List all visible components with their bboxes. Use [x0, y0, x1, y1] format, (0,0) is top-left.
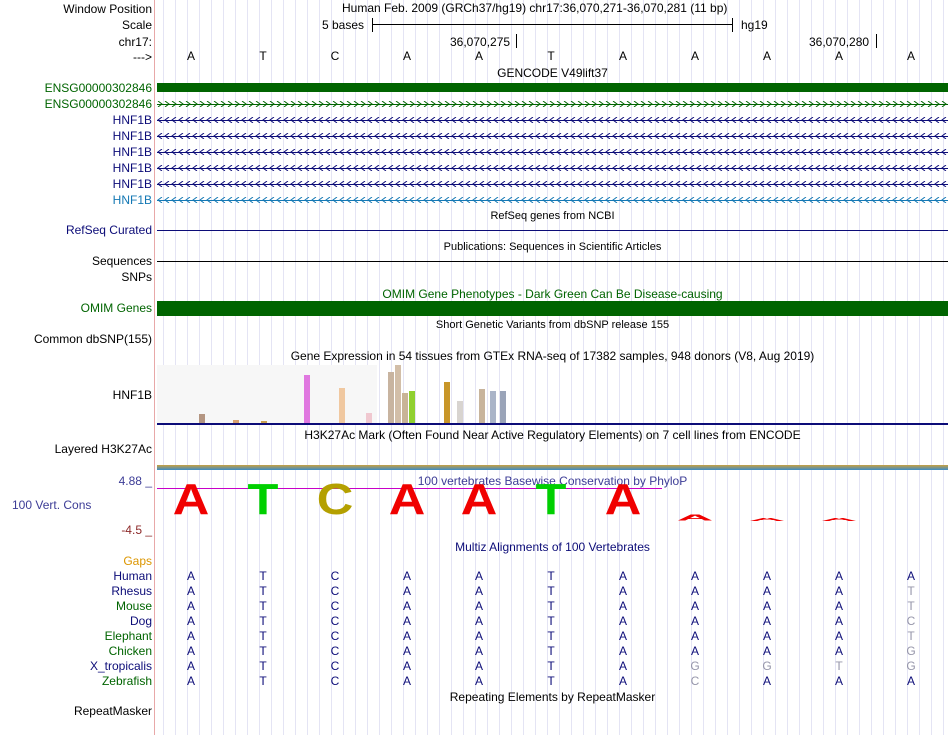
grid-line — [499, 0, 500, 735]
alignment-base: A — [834, 644, 843, 658]
alignment-base: T — [259, 674, 267, 688]
alignment-base: A — [834, 584, 843, 598]
alignment-base: A — [690, 629, 699, 643]
alignment-base: T — [547, 644, 555, 658]
alignment-base: T — [259, 614, 267, 628]
alignment-base: A — [618, 569, 627, 583]
scale-bar-left-tick — [372, 18, 373, 32]
gtex-bar[interactable] — [444, 382, 450, 423]
species-label[interactable]: Rhesus — [111, 584, 152, 598]
gtex-bar[interactable] — [388, 372, 394, 423]
sequences-label[interactable]: Sequences — [91, 254, 152, 268]
gtex-bar[interactable] — [199, 414, 205, 423]
cons-max-label: 4.88 _ — [118, 474, 152, 488]
omim-bar[interactable] — [157, 301, 948, 316]
alignment-base: A — [762, 614, 771, 628]
alignment-base: A — [906, 569, 915, 583]
chrom-label: chr17: — [118, 35, 152, 49]
alignment-base: A — [618, 614, 627, 628]
alignment-base: C — [690, 674, 700, 688]
h3k27ac-label[interactable]: Layered H3K27Ac — [54, 442, 152, 456]
gtex-bar[interactable] — [402, 393, 408, 423]
alignment-base: G — [906, 644, 916, 658]
coord-label-2: 36,070,280 — [809, 35, 870, 49]
alignment-base: G — [906, 659, 916, 673]
alignment-base: A — [618, 599, 627, 613]
conservation-base: A — [172, 475, 210, 524]
base: A — [762, 49, 771, 63]
strand-label: ---> — [133, 50, 152, 64]
alignment-base: T — [547, 674, 555, 688]
alignment-base: A — [402, 644, 411, 658]
alignment-base: A — [618, 674, 627, 688]
alignment-base: A — [618, 659, 627, 673]
grid-line — [823, 0, 824, 735]
alignment-base: A — [186, 599, 195, 613]
alignment-base: A — [762, 644, 771, 658]
coord-label-1: 36,070,275 — [450, 35, 511, 49]
base: A — [618, 49, 627, 63]
alignment-base: A — [690, 569, 699, 583]
gene-feature-line — [157, 152, 948, 153]
gtex-bar[interactable] — [395, 365, 401, 423]
alignment-base: A — [402, 599, 411, 613]
gene-feature[interactable] — [157, 165, 948, 171]
gene-feature[interactable] — [157, 117, 948, 123]
window-position-label: Window Position — [63, 2, 152, 16]
gtex-bar[interactable] — [366, 413, 372, 423]
sequences-line — [157, 261, 948, 262]
alignment-base: A — [402, 674, 411, 688]
grid-line — [451, 0, 452, 735]
grid-line — [727, 0, 728, 735]
alignment-base: A — [186, 659, 195, 673]
gene-feature-line — [157, 136, 948, 137]
grid-line — [679, 0, 680, 735]
gtex-bar[interactable] — [457, 401, 463, 423]
species-label[interactable]: Elephant — [104, 629, 152, 643]
omim-label[interactable]: OMIM Genes — [80, 301, 152, 315]
alignment-base: C — [330, 569, 340, 583]
alignment-base: A — [474, 629, 483, 643]
alignment-base: T — [547, 659, 555, 673]
alignment-base: A — [618, 629, 627, 643]
gtex-baseline — [157, 423, 948, 425]
conservation-base: A — [604, 475, 642, 524]
alignment-base: T — [907, 629, 915, 643]
grid-line — [583, 0, 584, 735]
grid-line — [799, 0, 800, 735]
coord-tick-1 — [516, 34, 517, 48]
gene-feature-line — [157, 104, 948, 105]
gene-feature[interactable] — [157, 133, 948, 139]
scale-label: Scale — [121, 18, 152, 32]
label-divider — [154, 0, 155, 735]
scale-bar-right-tick — [732, 18, 733, 32]
alignment-base: A — [474, 584, 483, 598]
gene-feature-line — [157, 200, 948, 201]
alignment-base: A — [186, 584, 195, 598]
grid-line — [787, 0, 788, 735]
gencode-track-label[interactable]: ENSG00000302846 — [44, 97, 152, 111]
alignment-base: A — [474, 614, 483, 628]
publications-title[interactable]: Publications: Sequences in Scientific Articles — [443, 241, 662, 253]
species-label[interactable]: Mouse — [115, 599, 152, 613]
alignment-base: C — [330, 629, 340, 643]
alignment-base: C — [330, 674, 340, 688]
grid-line — [571, 0, 572, 735]
base: A — [906, 49, 915, 63]
grid-line — [655, 0, 656, 735]
alignment-base: A — [690, 614, 699, 628]
grid-line — [895, 0, 896, 735]
alignment-base: C — [330, 599, 340, 613]
base: A — [690, 49, 699, 63]
alignment-base: C — [330, 644, 340, 658]
base: C — [330, 49, 340, 63]
gene-feature-line — [157, 120, 948, 121]
alignment-base: T — [547, 584, 555, 598]
refseq-label[interactable]: RefSeq Curated — [65, 223, 152, 237]
alignment-base: A — [834, 629, 843, 643]
repeatmasker-label[interactable]: RepeatMasker — [73, 704, 152, 718]
coord-tick-2 — [876, 34, 877, 48]
alignment-base: T — [835, 659, 843, 673]
gencode-track-label[interactable]: HNF1B — [112, 129, 152, 143]
alignment-base: A — [618, 644, 627, 658]
alignment-base: A — [906, 674, 915, 688]
conservation-base: T — [535, 475, 567, 524]
alignment-base: T — [259, 599, 267, 613]
grid-line — [871, 0, 872, 735]
alignment-base: A — [402, 629, 411, 643]
alignment-base: G — [690, 659, 700, 673]
scale-assembly: hg19 — [741, 18, 768, 32]
alignment-base: A — [402, 569, 411, 583]
grid-line — [463, 0, 464, 735]
window-position-text: Human Feb. 2009 (GRCh37/hg19) chr17:36,070,271-36,070,281 (11 bp) — [342, 1, 728, 15]
conservation-base: A — [748, 517, 786, 523]
species-label[interactable]: Dog — [129, 614, 152, 628]
snps-label[interactable]: SNPs — [121, 270, 152, 284]
alignment-base: C — [330, 584, 340, 598]
alignment-base: A — [762, 584, 771, 598]
alignment-base: A — [834, 569, 843, 583]
omim-title[interactable]: OMIM Gene Phenotypes - Dark Green Can Be Disease-causing — [382, 287, 723, 301]
alignment-base: A — [186, 629, 195, 643]
alignment-base: A — [474, 569, 483, 583]
alignment-base: A — [186, 569, 195, 583]
grid-line — [739, 0, 740, 735]
alignment-base: A — [762, 674, 771, 688]
alignment-base: A — [690, 584, 699, 598]
gene-feature[interactable] — [157, 83, 948, 92]
gtex-bar[interactable] — [479, 389, 485, 423]
refseq-line — [157, 230, 948, 231]
alignment-base: A — [762, 629, 771, 643]
grid-line — [715, 0, 716, 735]
alignment-base: A — [402, 614, 411, 628]
gtex-bar[interactable] — [409, 391, 415, 423]
alignment-base: A — [474, 599, 483, 613]
gtex-bar[interactable] — [490, 391, 496, 423]
gene-feature[interactable] — [157, 181, 948, 187]
dbsnp-label[interactable]: Common dbSNP(155) — [33, 332, 152, 346]
gencode-title[interactable]: GENCODE V49lift37 — [497, 66, 608, 80]
base: A — [834, 49, 843, 63]
gencode-track-label[interactable]: HNF1B — [112, 161, 152, 175]
alignment-base: T — [547, 599, 555, 613]
alignment-base: T — [259, 569, 267, 583]
alignment-base: A — [186, 614, 195, 628]
grid-line — [943, 0, 944, 735]
grid-line — [391, 0, 392, 735]
alignment-base: T — [259, 629, 267, 643]
grid-line — [511, 0, 512, 735]
gencode-track-label[interactable]: ENSG00000302846 — [44, 81, 152, 95]
grid-line — [811, 0, 812, 735]
gencode-track-label[interactable]: HNF1B — [112, 113, 152, 127]
base: T — [547, 49, 555, 63]
grid-line — [883, 0, 884, 735]
cons-title[interactable]: 100 vertebrates Basewise Conservation by PhyloP — [417, 474, 688, 488]
conservation-base: C — [316, 475, 354, 524]
h3k27ac-title[interactable]: H3K27Ac Mark (Often Found Near Active Regulatory Elements) on 7 cell lines from ENCODE — [304, 428, 801, 442]
alignment-base: T — [547, 629, 555, 643]
alignment-base: T — [547, 614, 555, 628]
gtex-title[interactable]: Gene Expression in 54 tissues from GTEx RNA-seq of 17382 samples, 948 donors (V8, Aug 2019) — [290, 349, 815, 363]
grid-line — [643, 0, 644, 735]
alignment-base: A — [474, 644, 483, 658]
h3k27ac-signal[interactable] — [157, 465, 948, 470]
gencode-track-label[interactable]: HNF1B — [112, 177, 152, 191]
alignment-base: A — [402, 584, 411, 598]
alignment-base: C — [330, 614, 340, 628]
grid-line — [535, 0, 536, 735]
alignment-base: A — [690, 599, 699, 613]
alignment-base: A — [402, 659, 411, 673]
conservation-base: A — [460, 475, 498, 524]
grid-line — [523, 0, 524, 735]
alignment-base: T — [907, 599, 915, 613]
gene-feature[interactable] — [157, 101, 948, 107]
alignment-base: A — [474, 659, 483, 673]
gtex-bar[interactable] — [304, 375, 310, 423]
alignment-base: T — [259, 644, 267, 658]
grid-line — [751, 0, 752, 735]
alignment-base: A — [834, 674, 843, 688]
dbsnp-title[interactable]: Short Genetic Variants from dbSNP release 155 — [435, 319, 670, 331]
alignment-base: T — [547, 569, 555, 583]
grid-line — [667, 0, 668, 735]
gtex-label[interactable]: HNF1B — [112, 388, 152, 402]
scale-bar — [372, 24, 733, 25]
grid-line — [595, 0, 596, 735]
alignment-base: A — [618, 584, 627, 598]
cons-min-label: -4.5 _ — [121, 523, 152, 537]
scale-text: 5 bases — [322, 18, 365, 32]
alignment-base: G — [762, 659, 772, 673]
base: A — [402, 49, 411, 63]
grid-line — [607, 0, 608, 735]
alignment-base: A — [834, 599, 843, 613]
conservation-base: A — [676, 513, 714, 523]
grid-line — [379, 0, 380, 735]
alignment-base: A — [474, 674, 483, 688]
base: A — [186, 49, 195, 63]
species-label[interactable]: Zebrafish — [101, 674, 152, 688]
alignment-base: A — [690, 644, 699, 658]
conservation-base: A — [388, 475, 426, 524]
alignment-base: A — [186, 644, 195, 658]
conservation-base: A — [820, 517, 858, 523]
grid-line — [427, 0, 428, 735]
grid-line — [931, 0, 932, 735]
cons-label[interactable]: 100 Vert. Cons — [12, 498, 92, 512]
alignment-base: A — [762, 569, 771, 583]
gaps-label: Gaps — [123, 554, 152, 568]
species-label[interactable]: Chicken — [108, 644, 152, 658]
species-label[interactable]: X_tropicalis — [89, 659, 152, 673]
alignment-base: C — [906, 614, 916, 628]
alignment-base: A — [834, 614, 843, 628]
grid-line — [439, 0, 440, 735]
gene-feature[interactable] — [157, 149, 948, 155]
alignment-base: C — [330, 659, 340, 673]
gtex-bar[interactable] — [500, 391, 506, 423]
alignment-base: A — [186, 674, 195, 688]
gene-feature-line — [157, 184, 948, 185]
grid-line — [859, 0, 860, 735]
gencode-track-label[interactable]: HNF1B — [112, 145, 152, 159]
alignment-base: T — [259, 584, 267, 598]
alignment-base: T — [907, 584, 915, 598]
gene-feature-line — [157, 168, 948, 169]
alignment-base: A — [762, 599, 771, 613]
refseq-title[interactable]: RefSeq genes from NCBI — [490, 210, 615, 222]
base: A — [474, 49, 483, 63]
multiz-title[interactable]: Multiz Alignments of 100 Vertebrates — [455, 540, 650, 554]
repeatmasker-title[interactable]: Repeating Elements by RepeatMasker — [449, 690, 656, 704]
gene-feature[interactable] — [157, 197, 948, 203]
conservation-base: T — [247, 475, 279, 524]
species-label[interactable]: Human — [113, 569, 152, 583]
gencode-track-label[interactable]: HNF1B — [112, 193, 152, 207]
base: T — [259, 49, 267, 63]
gtex-bar[interactable] — [339, 388, 345, 423]
alignment-base: T — [259, 659, 267, 673]
